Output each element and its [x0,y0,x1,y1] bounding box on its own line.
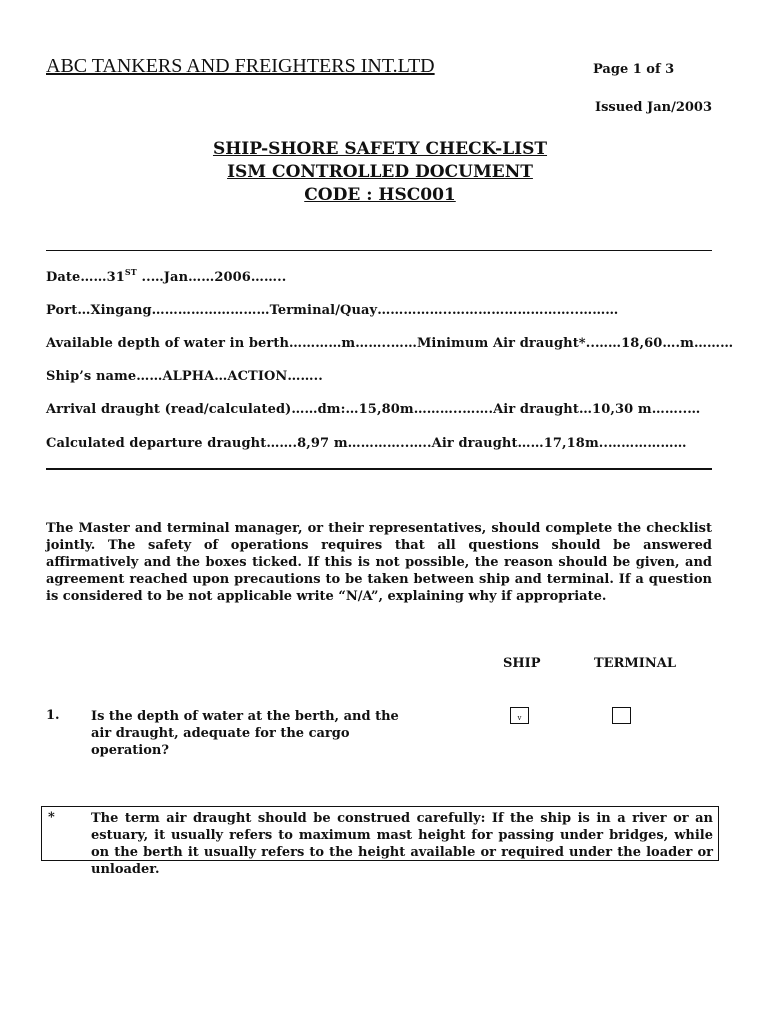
date-field [46,267,286,285]
intro-paragraph: The Master and terminal manager, or their representatives, should complete the checklist jointly. The safety of operations requires that all questions should be answered affirmatively and the boxes ticked. If this is not possible, the reason should be given, and agreement reached upon precautions to be taken between ship and terminal. If a question is considered to be not applicable write “N/A”, explaining why if appropriate. [46,521,712,604]
document-titles [0,138,760,207]
title-ism: ISM CONTROLLED DOCUMENT [227,162,533,182]
terminal-column-header: TERMINAL [594,656,676,671]
terminal-checkbox[interactable] [612,707,631,724]
question-line-1: Is the depth of water at the berth, and the [91,709,399,724]
company-name: ABC TANKERS AND FREIGHTERS INT.LTD [46,55,435,77]
issued-date: Issued Jan/2003 [594,100,712,115]
footnote-marker: * [48,810,55,825]
depth-field: Available depth of water in berth…………m……..……Minimum Air draught*..……18,60….m……… [46,336,734,351]
question-text [91,708,431,759]
title-checklist: SHIP-SHORE SAFETY CHECK-LIST [212,139,548,159]
question-number: 1. [46,708,60,723]
ship-checkbox[interactable]: v [510,707,529,724]
bottom-divider [46,468,712,470]
port-field: Port…Xingang………………………Terminal/Quay……………..………………………..……… [46,303,619,318]
footnote-box [41,806,719,877]
top-divider [46,250,712,251]
date-superscript: ST [124,267,137,277]
page-number: Page 1 of 3 [593,62,675,77]
ship-column-header: SHIP [503,656,541,671]
title-code: CODE : HSC001 [304,185,456,205]
ship-name-field: Ship’s name……ALPHA…ACTION…….. [46,369,323,384]
arrival-draught-field: Arrival draught (read/calculated)……dm:…15,80m………..…….Air draught…10,30 m……..… [46,402,701,417]
footnote-text: The term air draught should be construed carefully: If the ship is in a river or an estuary, it usually refers to maximum mast height for passing under bridges, while on the berth it usually refers to the height available or required under the loader or unloader. [91,811,713,877]
date-suffix: ..…Jan……2006…….. [136,270,287,285]
departure-draught-field: Calculated departure draught…….8,97 m…………..…..Air draught……17,18m..……………… [46,436,687,451]
question-line-2: air draught, adequate for the cargo operation? [91,726,350,758]
date-prefix: Date……31 [46,270,125,285]
